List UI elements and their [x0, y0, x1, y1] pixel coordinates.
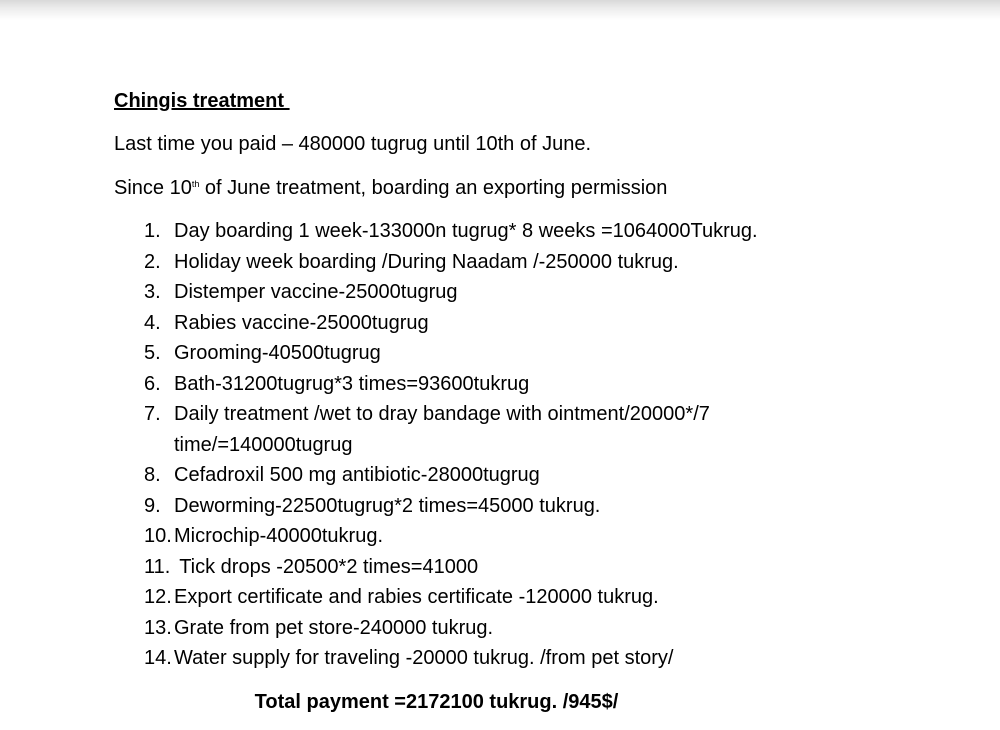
item-text: Export certificate and rabies certificate -120000 tukrug. — [174, 586, 659, 608]
list-item — [114, 338, 874, 369]
since-suffix: of June treatment, boarding an exporting permission — [199, 176, 668, 199]
list-item — [114, 247, 874, 278]
item-number: 9. — [144, 494, 161, 517]
item-text: Water supply for traveling -20000 tukrug. /from pet story/ — [174, 647, 674, 669]
last-payment-line: Last time you paid – 480000 tugrug until 10th of June. — [114, 133, 592, 155]
item-text: Bath-31200tugrug*3 times=93600tukrug — [174, 372, 530, 395]
item-number: 13. — [144, 616, 172, 639]
list-item — [114, 399, 874, 460]
item-number: 8. — [144, 464, 161, 486]
item-number: 7. — [144, 403, 161, 425]
total-payment: Total payment =2172100 tukrug. /945$/ — [254, 690, 619, 713]
list-item — [114, 552, 874, 583]
item-text: Cefadroxil 500 mg antibiotic-28000tugrug — [174, 464, 540, 486]
list-item — [114, 521, 874, 552]
treatment-list — [114, 216, 874, 674]
item-number: 14. — [144, 647, 172, 669]
list-item — [114, 216, 874, 247]
list-item — [114, 491, 874, 522]
item-text: Daily treatment /wet to dray bandage with ointment/20000*/7 time/=140000tugrug — [174, 403, 710, 456]
list-item — [114, 460, 874, 491]
item-number: 4. — [144, 311, 161, 334]
item-number: 1. — [144, 220, 161, 242]
item-number: 6. — [144, 372, 161, 395]
list-item — [114, 369, 874, 400]
item-text: Day boarding 1 week-133000n tugrug* 8 weeks =1064000Tukrug. — [174, 220, 758, 242]
item-number: 2. — [144, 250, 161, 273]
item-text: Microchip-40000tukrug. — [174, 525, 383, 547]
list-item — [114, 582, 874, 613]
list-item — [114, 308, 874, 339]
list-item — [114, 643, 874, 674]
item-text: Distemper vaccine-25000tugrug — [174, 281, 458, 303]
item-text: Grate from pet store-240000 tukrug. — [174, 616, 494, 639]
document-page — [114, 86, 874, 717]
since-superscript: th — [191, 178, 200, 189]
since-prefix: Since 10 — [114, 176, 192, 199]
item-text: Holiday week boarding /During Naadam /-250000 tukrug. — [174, 250, 679, 273]
item-number: 11. — [144, 555, 171, 578]
since-line — [114, 173, 874, 204]
item-text: Deworming-22500tugrug*2 times=45000 tukrug. — [174, 494, 601, 517]
document-title: Chingis treatment — [114, 90, 290, 112]
item-number: 10. — [144, 525, 172, 547]
item-number: 5. — [144, 342, 161, 364]
item-number: 3. — [144, 281, 161, 303]
item-text: Tick drops -20500*2 times=41000 — [174, 555, 479, 578]
list-item — [114, 277, 874, 308]
item-text: Grooming-40500tugrug — [174, 342, 381, 364]
list-item — [114, 613, 874, 644]
item-number: 12. — [144, 586, 172, 608]
viewer-top-edge — [0, 0, 1000, 20]
item-text: Rabies vaccine-25000tugrug — [174, 311, 429, 334]
